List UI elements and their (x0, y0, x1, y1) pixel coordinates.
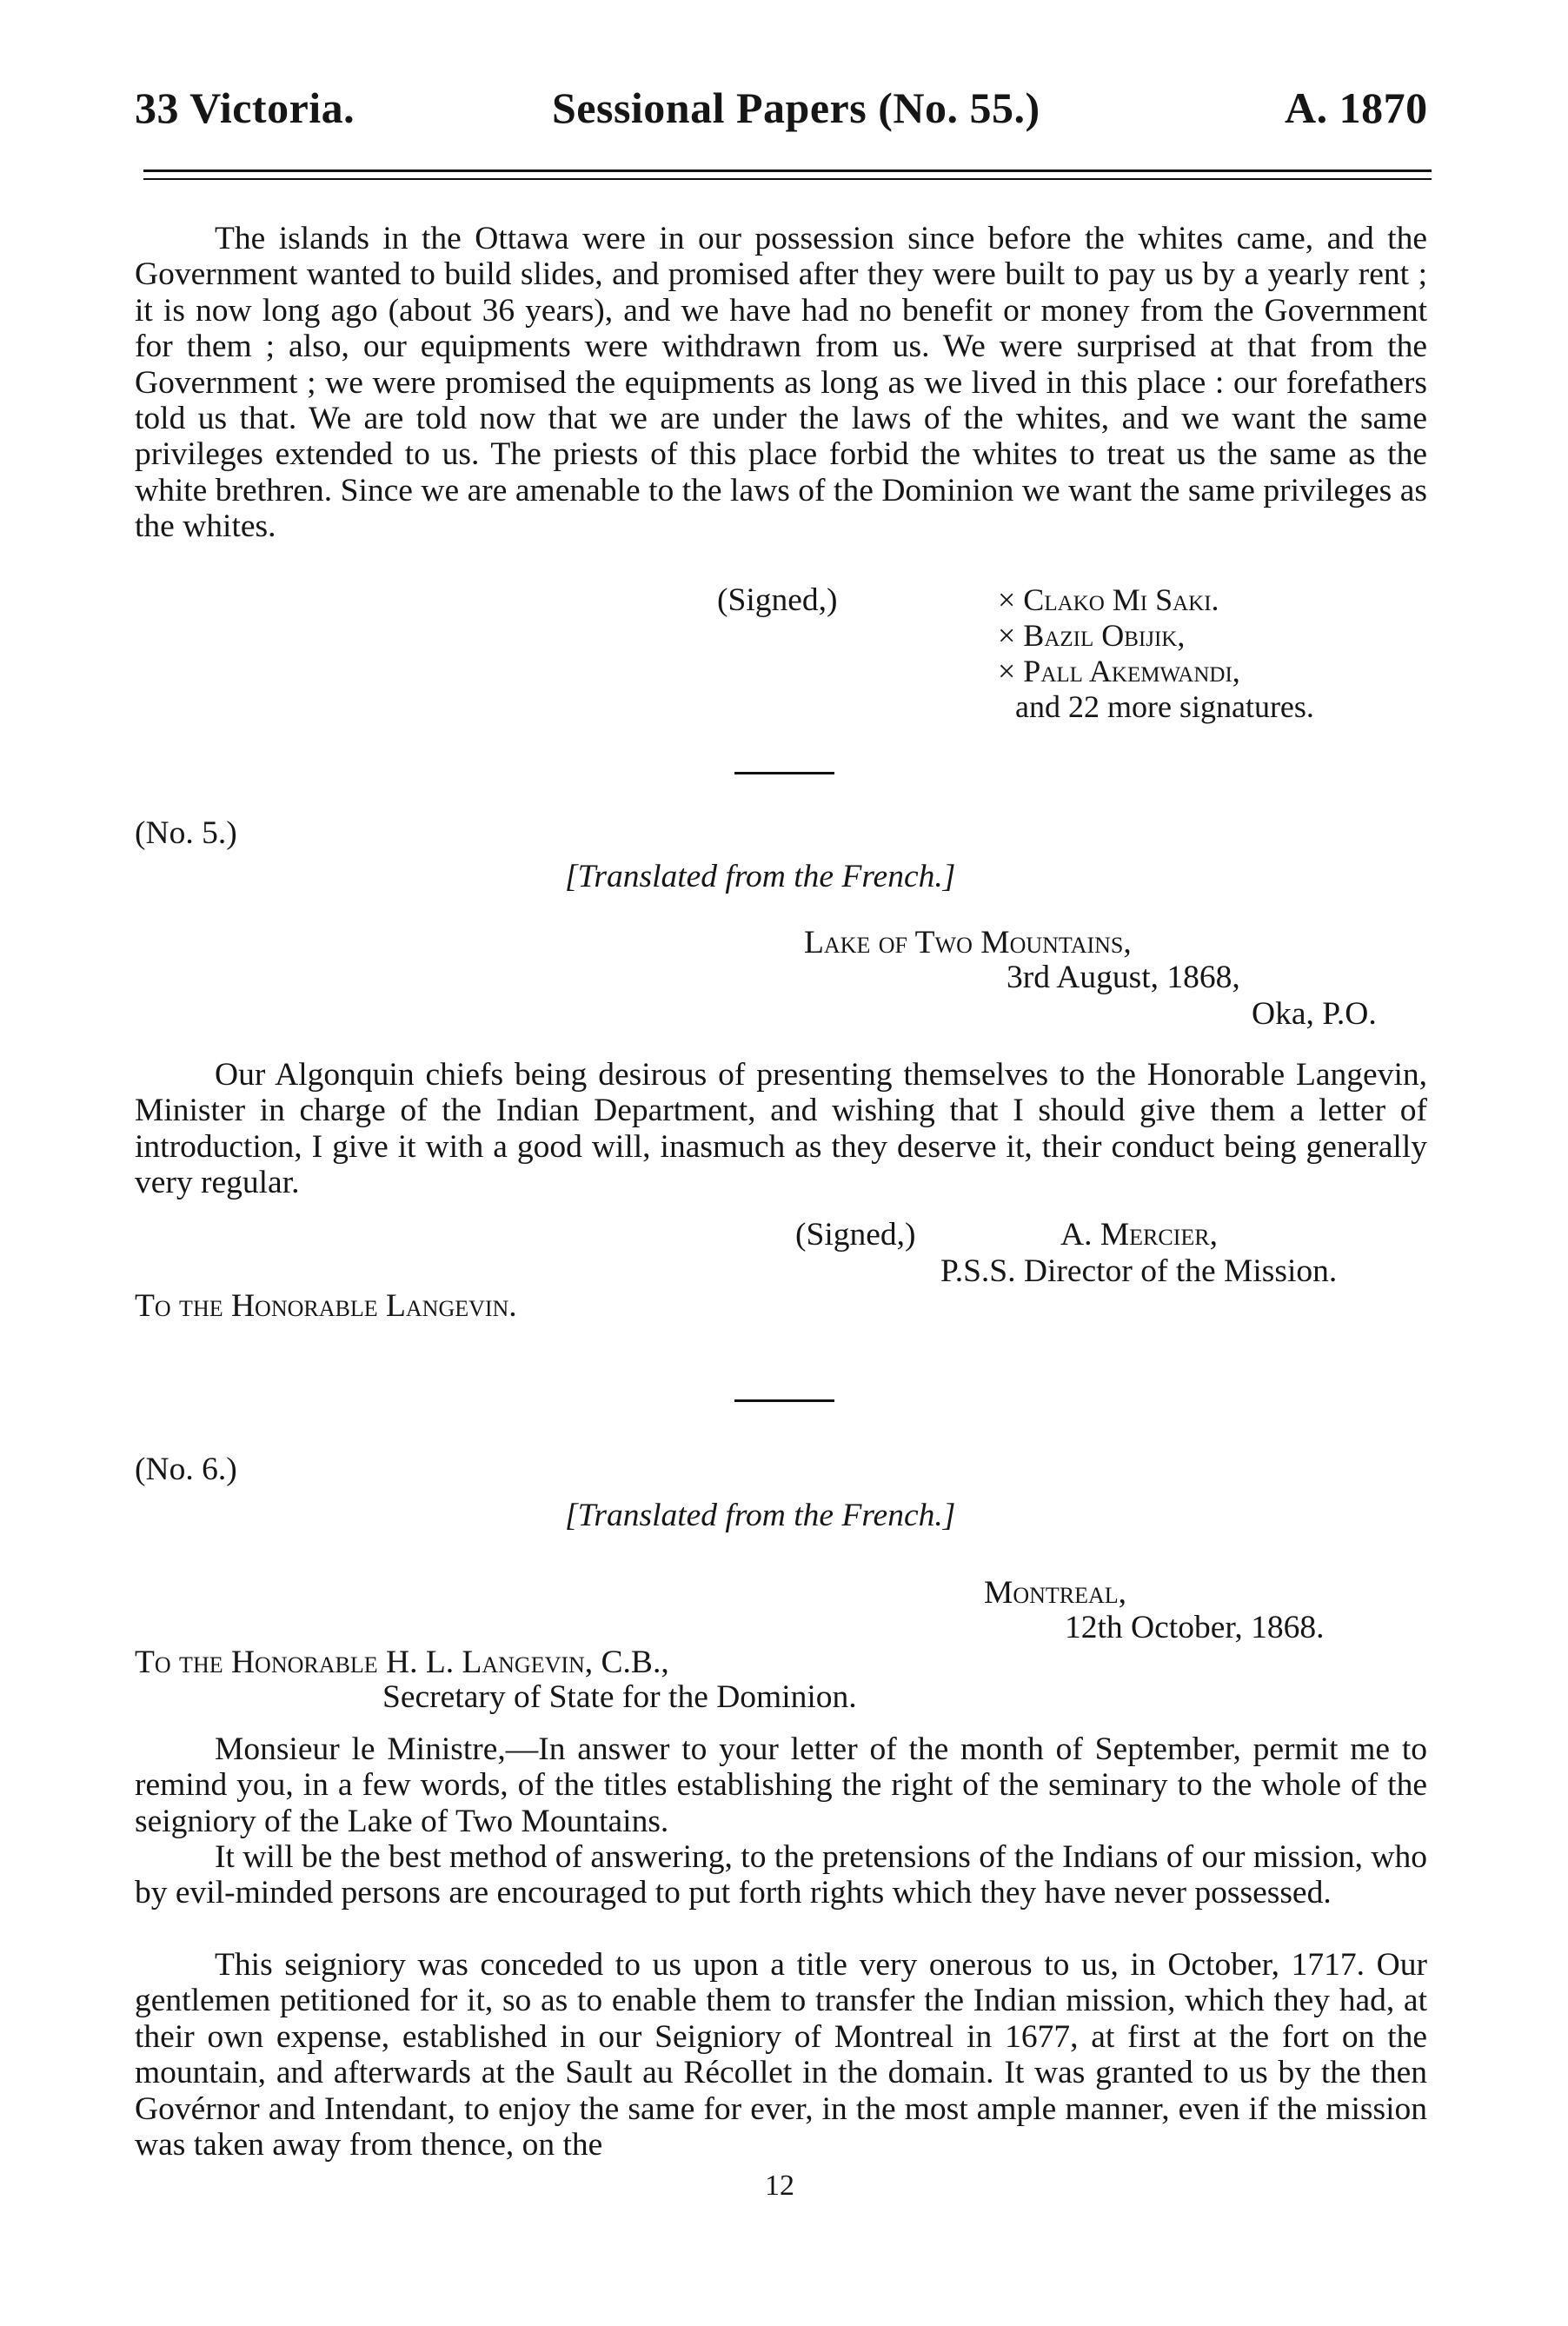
doc5-number: (No. 5.) (135, 815, 237, 851)
signatory: × Pall Akemwandi, (998, 654, 1240, 688)
doc6-addressee-title: Secretary of State for the Dominion. (382, 1679, 857, 1715)
doc6-paragraph-1: Monsieur le Ministre,—In answer to your letter of the month of September, permit me to remind you, in a few words, of the titles establishing the right of the seminary to the whole of the seigniory of the Lake of Two Mountains. (135, 1731, 1427, 1839)
doc5-translated-note: [Translated from the French.] (565, 859, 956, 894)
doc6-addressee: To the Honorable H. L. Langevin, C.B., (135, 1645, 669, 1680)
header-session: 33 Victoria. (135, 83, 355, 132)
doc6-number: (No. 6.) (135, 1452, 237, 1487)
doc5-date: 3rd August, 1868, (1007, 960, 1240, 995)
header-title: Sessional Papers (No. 55.) (552, 83, 1040, 132)
header-rule-bottom (143, 178, 1432, 180)
petition-signed-label: (Signed,) (717, 582, 838, 618)
doc5-paragraph: Our Algonquin chiefs being desirous of presenting themselves to the Honorable Langevin, Minister in charge of the Indian Department, and wishing that I should give them a letter of introduction, I give it with a good will, inasmuch as they deserve it, their conduct being generally very regular. (135, 1057, 1427, 1201)
section-separator (734, 772, 834, 774)
petition-signatories (998, 582, 1314, 725)
petition-paragraph: The islands in the Ottawa were in our possession since before the whites came, and the Government wanted to build slides, and promised after they were built to pay us by a yearly rent ; it is now long ago (about 36 years), and we have had no benefit or money from the Government for them ; also, our equipments were withdrawn from us. We were surprised at that from the Government ; we were promised the equipments as long as we lived in this place : our forefathers told us that. We are told now that we are under the laws of the whites, and we want the same privileges extended to us. The priests of this place forbid the whites to treat us the same as the white brethren. Since we are amenable to the laws of the Dominion we want the same privileges as the whites. (135, 221, 1427, 545)
doc6-date: 12th October, 1868. (1065, 1610, 1325, 1645)
doc5-signed-label: (Signed,) (795, 1217, 916, 1253)
doc5-signer: A. Mercier, (1060, 1217, 1218, 1253)
doc5-postoffice: Oka, P.O. (1252, 996, 1377, 1032)
page-number: 12 (765, 2170, 794, 2202)
doc5-signer-title: P.S.S. Director of the Mission. (940, 1253, 1338, 1289)
doc6-place: Montreal, (984, 1575, 1127, 1611)
more-signatures: and 22 more signatures. (1015, 689, 1314, 724)
header-year: A. 1870 (1285, 83, 1428, 132)
doc5-place: Lake of Two Mountains, (804, 925, 1132, 960)
doc6-translated-note: [Translated from the French.] (565, 1498, 956, 1533)
header-rule-top (143, 169, 1432, 172)
signatory: × Clako Mi Saki. (998, 582, 1219, 617)
section-separator (734, 1399, 834, 1402)
signatory: × Bazil Obijik, (998, 618, 1186, 653)
doc6-paragraph-3: This seigniory was conceded to us upon a title very onerous to us, in October, 1717. Our gentlemen petitioned for it, so as to enable them to transfer the Indian mission, which they had, at their own expense, established in our Seigniory of Montreal in 1677, at first at the fort on the mountain, and afterwards at the Sault au Récollet in the domain. It was granted to us by the then Govérnor and Intendant, to enjoy the same for ever, in the most ample manner, even if the mission was taken away from thence, on the (135, 1947, 1427, 2163)
doc6-paragraph-2: It will be the best method of answering, to the pretensions of the Indians of our mission, who by evil-minded persons are encouraged to put forth rights which they have never possessed. (135, 1839, 1427, 1911)
doc5-addressee: To the Honorable Langevin. (135, 1288, 517, 1324)
